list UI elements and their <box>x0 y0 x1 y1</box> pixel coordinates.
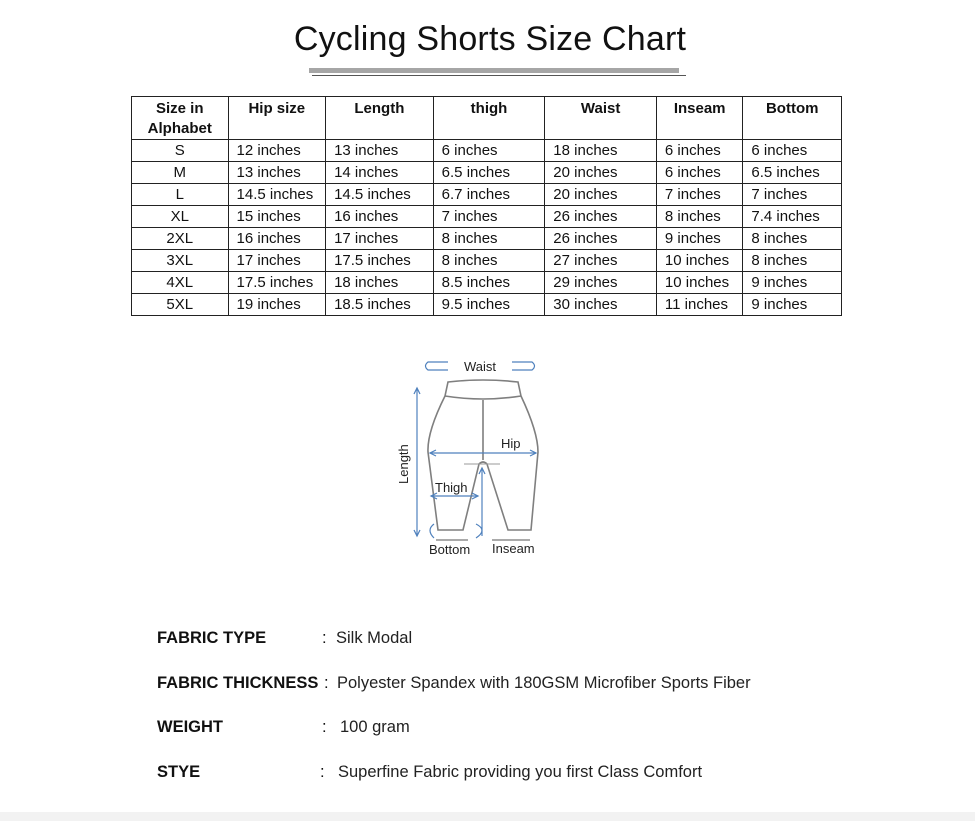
label-hip: Hip <box>501 436 521 451</box>
label-bottom: Bottom <box>429 542 471 557</box>
cell-thigh: 6.5 inches <box>433 162 545 184</box>
cell-length: 18 inches <box>326 272 434 294</box>
header-size: Size in Alphabet <box>132 97 229 140</box>
fabric-specs <box>157 627 917 805</box>
table-row <box>132 184 842 206</box>
cell-inseam: 11 inches <box>656 294 742 316</box>
spec-label: WEIGHT <box>157 718 223 736</box>
waist-wrap-arrow-right <box>512 362 535 370</box>
cell-thigh: 7 inches <box>433 206 545 228</box>
cell-length: 14.5 inches <box>326 184 434 206</box>
spec-value: Superfine Fabric providing you first Class Comfort <box>338 762 703 781</box>
cell-bottom: 6 inches <box>743 140 842 162</box>
table-row <box>132 162 842 184</box>
table-row <box>132 228 842 250</box>
cell-hip: 15 inches <box>228 206 326 228</box>
cell-length: 17 inches <box>326 228 434 250</box>
cell-thigh: 6.7 inches <box>433 184 545 206</box>
bottom-wrap-arrow <box>430 524 434 538</box>
spec-colon: : <box>322 718 327 736</box>
cell-bottom: 6.5 inches <box>743 162 842 184</box>
cell-hip: 13 inches <box>228 162 326 184</box>
header-thigh: thigh <box>433 97 545 140</box>
label-thigh: Thigh <box>435 480 468 495</box>
spec-colon: : <box>322 629 327 647</box>
cell-waist: 26 inches <box>545 206 657 228</box>
waistband-line <box>445 396 521 399</box>
label-length: Length <box>396 444 411 484</box>
spec-label: STYE <box>157 762 201 781</box>
cell-bottom: 9 inches <box>743 272 842 294</box>
cell-hip: 19 inches <box>228 294 326 316</box>
spec-value: Silk Modal <box>336 629 413 647</box>
spec-colon: : <box>324 673 329 692</box>
cell-waist: 29 inches <box>545 272 657 294</box>
cell-thigh: 6 inches <box>433 140 545 162</box>
table-row <box>132 294 842 316</box>
title-underline <box>309 68 679 73</box>
cell-inseam: 10 inches <box>656 250 742 272</box>
page-title: Cycling Shorts Size Chart <box>293 20 687 58</box>
inseam-wrap-arrow <box>476 524 482 538</box>
cell-hip: 17.5 inches <box>228 272 326 294</box>
label-inseam: Inseam <box>492 541 535 556</box>
cell-bottom: 9 inches <box>743 294 842 316</box>
header-hip-size: Hip size <box>228 97 326 140</box>
spec-value: Polyester Spandex with 180GSM Microfiber Sports Fiber <box>337 673 751 692</box>
cell-bottom: 8 inches <box>743 250 842 272</box>
spec-row-fabric-type <box>157 627 917 672</box>
cell-inseam: 6 inches <box>656 140 742 162</box>
cell-length: 13 inches <box>326 140 434 162</box>
shorts-measurement-diagram <box>390 352 550 562</box>
cell-waist: 20 inches <box>545 162 657 184</box>
cell-inseam: 7 inches <box>656 184 742 206</box>
spec-row-fabric-thickness <box>157 672 917 717</box>
cell-size: 2XL <box>132 228 229 250</box>
cell-inseam: 8 inches <box>656 206 742 228</box>
cell-hip: 17 inches <box>228 250 326 272</box>
cell-length: 14 inches <box>326 162 434 184</box>
waist-wrap-arrow-left <box>426 362 449 370</box>
cell-bottom: 8 inches <box>743 228 842 250</box>
label-waist: Waist <box>464 359 497 374</box>
cell-waist: 18 inches <box>545 140 657 162</box>
cell-waist: 27 inches <box>545 250 657 272</box>
cell-thigh: 8 inches <box>433 250 545 272</box>
cell-size: S <box>132 140 229 162</box>
header-waist: Waist <box>545 97 657 140</box>
shorts-outline <box>428 380 538 530</box>
header-inseam: Inseam <box>656 97 742 140</box>
cell-length: 18.5 inches <box>326 294 434 316</box>
cell-hip: 12 inches <box>228 140 326 162</box>
cell-length: 17.5 inches <box>326 250 434 272</box>
cell-waist: 30 inches <box>545 294 657 316</box>
cell-waist: 26 inches <box>545 228 657 250</box>
cell-bottom: 7 inches <box>743 184 842 206</box>
cell-size: 4XL <box>132 272 229 294</box>
size-chart-table <box>131 96 842 316</box>
cell-inseam: 9 inches <box>656 228 742 250</box>
spec-colon: : <box>320 762 325 781</box>
cell-size: M <box>132 162 229 184</box>
spec-row-style <box>157 761 917 806</box>
table-row <box>132 272 842 294</box>
header-length: Length <box>326 97 434 140</box>
cell-thigh: 9.5 inches <box>433 294 545 316</box>
cell-hip: 16 inches <box>228 228 326 250</box>
cell-inseam: 10 inches <box>656 272 742 294</box>
spec-label: FABRIC THICKNESS <box>157 673 319 692</box>
cell-size: 5XL <box>132 294 229 316</box>
title-underline-thin <box>312 75 686 76</box>
cell-hip: 14.5 inches <box>228 184 326 206</box>
table-row <box>132 206 842 228</box>
cell-inseam: 6 inches <box>656 162 742 184</box>
cell-thigh: 8.5 inches <box>433 272 545 294</box>
footer-band <box>0 812 975 821</box>
table-header-row <box>132 97 842 140</box>
cell-size: 3XL <box>132 250 229 272</box>
table-row <box>132 250 842 272</box>
cell-size: XL <box>132 206 229 228</box>
cell-size: L <box>132 184 229 206</box>
table-row <box>132 140 842 162</box>
cell-waist: 20 inches <box>545 184 657 206</box>
cell-bottom: 7.4 inches <box>743 206 842 228</box>
cell-length: 16 inches <box>326 206 434 228</box>
spec-row-weight <box>157 716 917 761</box>
spec-value: 100 gram <box>340 718 410 736</box>
header-bottom: Bottom <box>743 97 842 140</box>
cell-thigh: 8 inches <box>433 228 545 250</box>
spec-label: FABRIC TYPE <box>157 629 267 647</box>
